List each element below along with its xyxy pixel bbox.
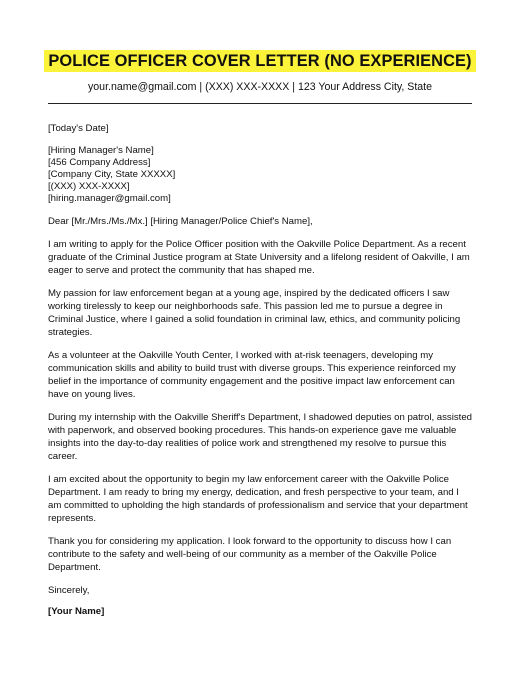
recipient-address: [456 Company Address]	[48, 157, 151, 168]
recipient-city: [Company City, State XXXXX]	[48, 169, 176, 180]
letter-body	[48, 122, 474, 618]
body-paragraph: I am writing to apply for the Police Officer position with the Oakville Police Department. As a recent graduate of the Criminal Justice program at State University and a lifelong resident of Oakville, I am eager to serve and protect the community that has shaped me.	[48, 239, 470, 276]
letter-date: [Today's Date]	[48, 123, 109, 134]
body-paragraph: During my internship with the Oakville Sheriff's Department, I shadowed deputies on patrol, assisted with paperwork, and observed booking procedures. This hands-on experience gave me valuable insights into the day-to-day realities of police work and strengthened my resolve to pursue this career.	[48, 412, 472, 462]
contact-line: your.name@gmail.com | (XXX) XXX-XXXX | 123 Your Address City, State	[87, 81, 433, 93]
recipient-block	[48, 145, 474, 205]
header-divider	[48, 103, 472, 104]
body-paragraph: Thank you for considering my application. I look forward to the opportunity to discuss how I can contribute to the safety and well-being of our community as a member of the Oakville Police Department.	[48, 536, 452, 573]
closing: Sincerely,	[48, 585, 90, 596]
recipient-phone: [(XXX) XXX-XXXX]	[48, 181, 130, 192]
signature: [Your Name]	[48, 606, 105, 617]
document-title: POLICE OFFICER COVER LETTER (NO EXPERIENCE)	[44, 50, 475, 72]
title-wrapper	[0, 50, 520, 72]
body-paragraph: As a volunteer at the Oakville Youth Center, I worked with at-risk teenagers, developing my communication skills and ability to build trust with diverse groups. This experience reinforced my belief in the importance of community engagement and the positive impact law enforcement can have on young lives.	[48, 350, 456, 400]
recipient-name: [Hiring Manager's Name]	[48, 145, 154, 156]
body-paragraph: I am excited about the opportunity to begin my law enforcement career with the Oakville Police Department. I am ready to bring my energy, dedication, and fresh perspective to your team, and I am committed to upholding the high standards of professionalism and service that your department represents.	[48, 474, 468, 524]
salutation: Dear [Mr./Mrs./Ms./Mx.] [Hiring Manager/Police Chief's Name],	[48, 216, 313, 227]
recipient-email: [hiring.manager@gmail.com]	[48, 193, 171, 204]
body-paragraph: My passion for law enforcement began at a young age, inspired by the dedicated officers I saw working tirelessly to keep our neighborhoods safe. This passion led me to pursue a degree in Criminal Justice, where I gained a solid foundation in criminal law, ethics, and community policing strategies.	[48, 288, 461, 338]
